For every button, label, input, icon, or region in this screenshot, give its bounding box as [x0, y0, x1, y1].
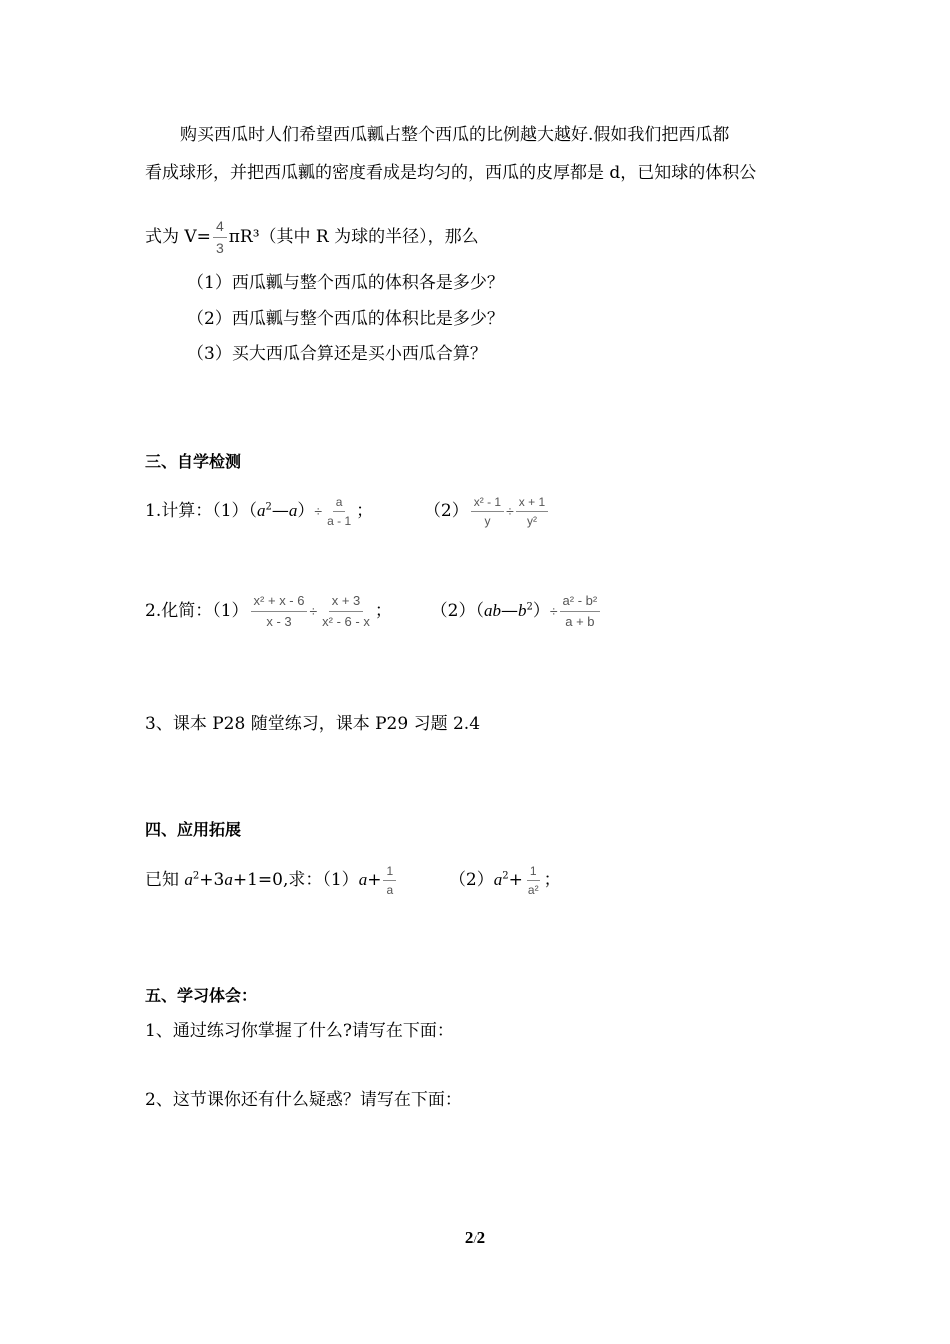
- reflection-item-1: 1、通过练习你掌握了什么?请写在下面：: [145, 1021, 454, 1041]
- exercise-3: 3、课本 P28 随堂练习，课本 P29 习题 2.4: [145, 714, 481, 734]
- exercise-1: 1.计算：$(1)(a^2—a)\div$ $\frac{a}{a - 1}$ ； （2） $\frac{\text{x² - 1}}{y}$ ÷ $\frac{x + 1}{\text{y²}}$: [145, 495, 550, 528]
- exercise-2: 2.化简：（1） $\frac{\text{x² + x - 6}}{x - 3}$ ÷ $\frac{x + 3}{\text{x² - 6 - x}}$ ； $(2)(ab—b^2)\div$ $\frac{\text{a² - b²}}{a + b}$: [145, 593, 602, 630]
- page-number: 2/2: [464, 1228, 486, 1247]
- reflection-item-2: 2、这节课你还有什么疑惑？请写在下面：: [145, 1090, 462, 1110]
- section-3-title: 三、自学检测: [145, 452, 242, 471]
- question-3: （3）买大西瓜合算还是买小西瓜合算？: [187, 344, 487, 364]
- intro-line-1: 购买西瓜时人们希望西瓜瓤占整个西瓜的比例越大越好.假如我们把西瓜都: [180, 125, 730, 145]
- exercise-2-fraction-2: $\frac{x + 3}{\text{x² - 6 - x}}$: [322, 593, 370, 629]
- application-fraction-1: $\frac{1}{a}$: [383, 864, 396, 897]
- intro-line-3: 式为 V= $\frac{4}{3}$ πR³（其中 R 为球的半径），那么: [145, 218, 479, 256]
- section-4-title: 四、应用拓展: [145, 820, 242, 839]
- exercise-2-fraction-3: $\frac{\text{a² - b²}}{a + b}$: [560, 593, 601, 630]
- intro-line-2: 看成球形，并把西瓜瓤的密度看成是均匀的，西瓜的皮厚都是 d，已知球的体积公: [145, 163, 757, 183]
- exercise-2-fraction-1: $\frac{\text{x² + x - 6}}{x - 3}$: [251, 593, 308, 630]
- volume-fraction: $\frac{4}{3}$: [213, 218, 227, 257]
- question-1: （1）西瓜瓤与整个西瓜的体积各是多少？: [187, 273, 504, 293]
- exercise-1-fraction-2: $\frac{\text{x² - 1}}{y}$: [471, 495, 504, 528]
- application-problem: 已知 $a^2+3a+1=0$,求：（1）a+ $\frac{1}{a}$ $(2)a^2+$ $\frac{1}{\text{a²}}$ ；: [145, 864, 561, 897]
- exercise-1-fraction-1: $\frac{a}{a - 1}$: [327, 495, 352, 528]
- exercise-1-fraction-3: $\frac{x + 1}{\text{y²}}$: [516, 495, 548, 528]
- section-5-title: 五、学习体会：: [145, 986, 258, 1005]
- question-2: （2）西瓜瓤与整个西瓜的体积比是多少？: [187, 309, 504, 329]
- application-fraction-2: $\frac{1}{\text{a²}}$: [527, 864, 539, 897]
